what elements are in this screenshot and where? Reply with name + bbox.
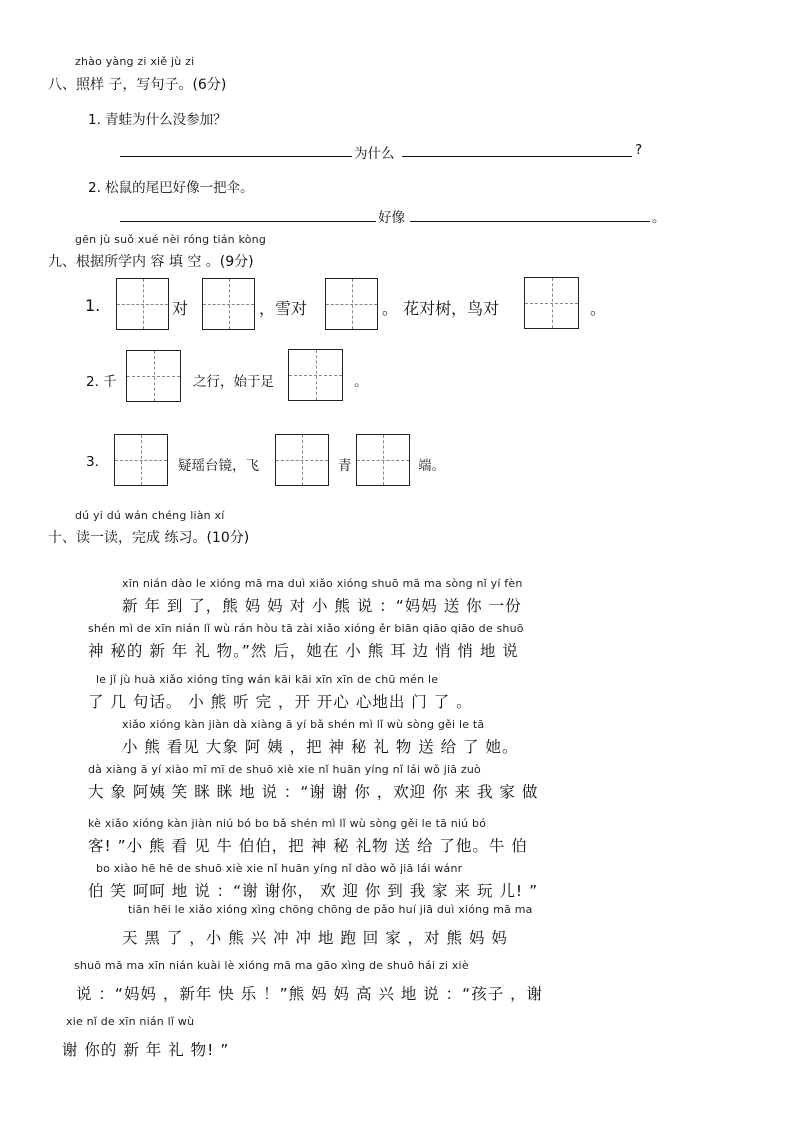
s9-r1-t1: 对 <box>172 299 189 318</box>
s8-q1-end: ? <box>635 142 643 158</box>
story-line-8: 天 黑 了 ，小 熊 兴 冲 冲 地 跑 回 家 ，对 熊 妈 妈 <box>122 929 508 947</box>
story-line-6: 客! ”小 熊 看 见 牛 伯伯，把 神 秘 礼物 送 给 了他。牛 伯 <box>88 837 528 855</box>
s9-r1-t3: 。 花对树，鸟对 <box>382 299 500 318</box>
s9-r3-num: 3. <box>86 454 99 470</box>
s9-r3-box-3[interactable] <box>356 434 410 486</box>
s8-q1: 1. 青蛙为什么没参加？ <box>88 112 227 128</box>
s8-q2-blank-a[interactable] <box>120 221 376 222</box>
s9-r3-box-2[interactable] <box>275 434 329 486</box>
story-pinyin-3: le jǐ jù huà xiǎo xióng tīng wán kāi kāi xīn xīn de chū mén le <box>96 673 439 686</box>
s9-r2-t1: 之行，始于足 <box>193 374 274 390</box>
story-line-7: 伯 笑 呵呵 地 说 ：“谢 谢你， 欢 迎 你 到 我 家 来 玩 儿! ” <box>88 882 539 900</box>
s9-r1-t2: ，雪对 <box>259 299 308 318</box>
s9-r3-t3: 端。 <box>418 458 445 474</box>
story-pinyin-10: xie nǐ de xīn nián lǐ wù <box>66 1015 195 1028</box>
story-line-3: 了 几 句话。 小 熊 听 完 ，开 开心 心地出 门 了 。 <box>88 693 473 711</box>
s8-q2: 2. 松鼠的尾巴好像一把伞。 <box>88 180 254 196</box>
story-pinyin-6: kè xiǎo xióng kàn jiàn niú bó bo bǎ shén mì lǐ wù sòng gěi le tā niú bó <box>88 817 487 830</box>
s9-r2-num: 2. 千 <box>86 374 117 390</box>
s9-title: 九、根据所学内 容 填 空 。(9分) <box>48 254 254 270</box>
s9-r1-box-1[interactable] <box>116 278 169 330</box>
story-line-4: 小 熊 看见 大象 阿 姨 ，把 神 秘 礼 物 送 给 了 她。 <box>122 738 519 756</box>
s8-q1-blank-b[interactable] <box>402 156 632 157</box>
story-line-9: 说 ：“妈妈 ，新年 快 乐 ！”熊 妈 妈 高 兴 地 说 ：“孩子 ，谢 <box>76 985 544 1003</box>
story-line-1: 新 年 到 了，熊 妈 妈 对 小 熊 说 ：“妈妈 送 你 一份 <box>122 597 522 615</box>
s9-r1-box-4[interactable] <box>524 277 579 329</box>
story-pinyin-8: tiān hēi le xiǎo xióng xìng chōng chōng de pǎo huí jiā duì xióng mā ma <box>128 903 533 916</box>
s8-q2-mid: 好像 <box>378 210 405 226</box>
story-pinyin-2: shén mì de xīn nián lǐ wù rán hòu tā zài xiǎo xióng ěr biān qiāo qiāo de shuō <box>88 622 524 635</box>
story-pinyin-5: dà xiàng ā yí xiào mī mī de shuō xiè xie nǐ huān yíng nǐ lái wǒ jiā zuò <box>88 763 481 776</box>
s9-r2-box-2[interactable] <box>288 349 343 401</box>
story-line-5: 大 象 阿姨 笑 眯 眯 地 说 ：“谢 谢 你 ，欢迎 你 来 我 家 做 <box>88 783 539 801</box>
s9-r1-t4: 。 <box>590 299 607 318</box>
story-pinyin-9: shuō mā ma xīn nián kuài lè xióng mā ma gāo xìng de shuō hái zi xiè <box>74 959 469 972</box>
s8-q1-blank-a[interactable] <box>120 156 352 157</box>
s10-title: 十、读一读，完成 练习。(10分) <box>48 530 250 546</box>
s9-r3-t1: 疑瑶台镜，飞 <box>178 458 259 474</box>
s9-r2-t2: 。 <box>354 374 368 390</box>
s10-pinyin: dú yi dú wán chéng liàn xí <box>75 509 225 522</box>
s9-r1-num: 1. <box>85 296 101 315</box>
s9-r2-box-1[interactable] <box>126 350 181 402</box>
s8-q2-end: 。 <box>652 210 666 226</box>
s8-pinyin: zhào yàng zi xiě jù zi <box>75 55 195 68</box>
s9-r3-t2: 青 <box>338 458 352 474</box>
s8-title: 八、照样 子，写句子。(6分) <box>48 77 227 93</box>
story-line-10: 谢 你的 新 年 礼 物! ” <box>62 1041 230 1059</box>
story-line-2: 神 秘的 新 年 礼 物。”然 后，她在 小 熊 耳 边 悄 悄 地 说 <box>88 642 519 660</box>
story-pinyin-7: bo xiào hē hē de shuō xiè xie nǐ huān yíng nǐ dào wǒ jiā lái wánr <box>96 862 463 875</box>
s9-r3-box-1[interactable] <box>114 434 168 486</box>
s9-pinyin: gēn jù suǒ xué nèi róng tián kòng <box>75 233 267 246</box>
story-pinyin-4: xiǎo xióng kàn jiàn dà xiàng ā yí bǎ shén mì lǐ wù sòng gěi le tā <box>122 718 485 731</box>
story-pinyin-1: xīn nián dào le xióng mā ma duì xiǎo xióng shuō mā ma sòng nǐ yí fèn <box>122 577 523 590</box>
s8-q1-mid: 为什么 <box>354 146 395 162</box>
s9-r1-box-2[interactable] <box>202 278 255 330</box>
s9-r1-box-3[interactable] <box>325 278 378 330</box>
s8-q2-blank-b[interactable] <box>410 221 650 222</box>
